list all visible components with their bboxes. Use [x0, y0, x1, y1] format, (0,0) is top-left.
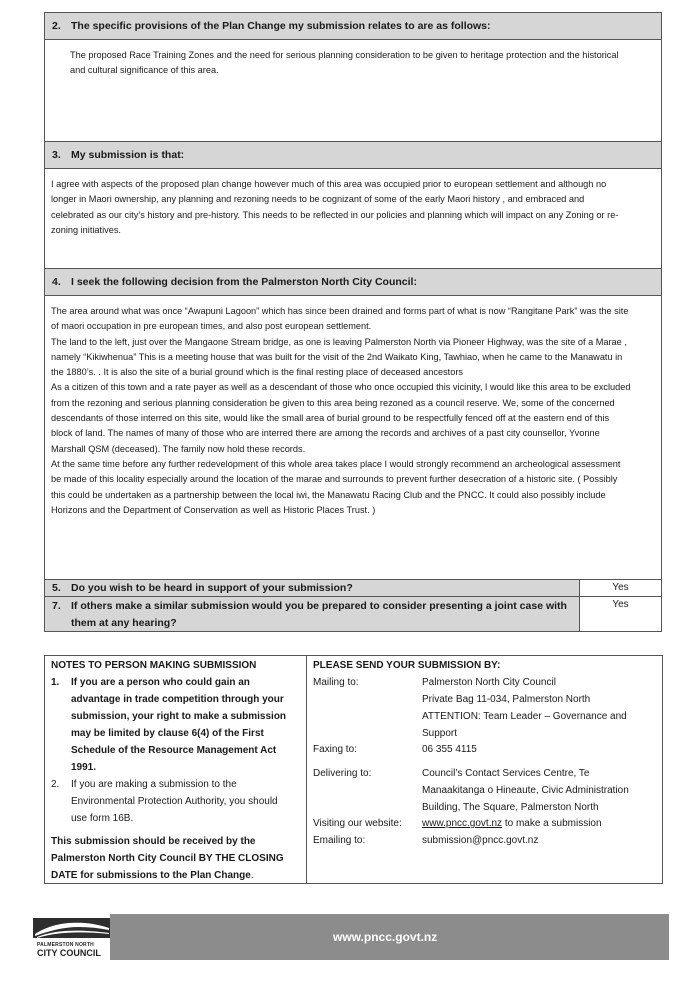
text-line: 1991.: [71, 762, 97, 773]
text-line: Council’s Contact Services Centre, Te: [422, 768, 590, 779]
question-7-text-line2: them at any hearing?: [71, 617, 177, 629]
question-5-answer-cell: [579, 579, 662, 597]
faxing-number: 06 355 4115: [422, 744, 477, 755]
text-line: and cultural significance of this area.: [70, 65, 219, 76]
notes-column: [51, 657, 303, 884]
text-line: namely “Kikiwhenua” This is a meeting house that was built for the visit of the 2nd Waikato King, Tawhiao, when he came to the Manawatu in: [51, 351, 623, 362]
section-2-title: The specific provisions of the Plan Change my submission relates to are as follows:: [71, 20, 491, 32]
text-line: be made of this locality especially around the location of the marae and surrounds to prevent further desecration of a historic site. ( Possibly: [51, 474, 618, 485]
question-5-row: [44, 579, 662, 597]
question-7-number: 7.: [52, 600, 61, 612]
logo-line-2: CITY COUNCIL: [37, 948, 101, 958]
question-7-answer: Yes: [612, 599, 629, 610]
website-tail: to make a submission: [502, 818, 602, 829]
question-5-answer: Yes: [612, 582, 629, 593]
notes-heading: NOTES TO PERSON MAKING SUBMISSION: [51, 660, 257, 671]
text-line: longer in Maori ownership, any planning and rezoning needs to be cognizant of some of the early Maori history , and embraced and: [51, 194, 585, 205]
text-line: zoning initiatives.: [51, 224, 121, 235]
text-line: Horizons and the Department of Conservation as well as Historic Places Trust. ): [51, 504, 376, 515]
send-heading: PLEASE SEND YOUR SUBMISSION BY:: [313, 660, 501, 671]
text-line: Marshall QSM (deceased). The family now hold these records.: [51, 443, 306, 454]
text-line: I agree with aspects of the proposed plan change however much of this area was occupied prior to european settlement and although no: [51, 179, 607, 189]
text-line: Schedule of the Resource Management Act: [71, 745, 277, 756]
text-line: Private Bag 11-034, Palmerston North: [422, 694, 591, 705]
text-line: of maori occupation in pre european times, and also post european settlement.: [51, 321, 372, 332]
section-3-number: 3.: [52, 149, 61, 161]
text-line: Support: [422, 728, 458, 739]
text-line: Manaakitanga o Hineaute, Civic Administration: [422, 785, 629, 796]
footer-bar: [33, 914, 669, 960]
section-2-header: [44, 12, 662, 40]
question-5-text: Do you wish to be heard in support of your submission?: [71, 582, 353, 594]
footer-website[interactable]: www.pncc.govt.nz: [333, 930, 438, 944]
text-line: submission, your right to make a submission: [71, 711, 287, 722]
faxing-label: Faxing to:: [313, 744, 357, 755]
text-line: If you are a person who could gain an: [71, 677, 250, 688]
text-line: may be limited by clause 6(4) of the First: [71, 728, 264, 739]
text-line: from the rezoning and serious planning consideration be given to this area being rezoned as a council reserve. We, some of the concerned: [51, 397, 615, 408]
mailing-address: [422, 674, 627, 742]
text-line: The area around what was once “Awapuni Lagoon” which has since been drained and forms part of what is now “Rangitane Park” was the site: [51, 306, 629, 316]
closing-date-text: DATE for submissions to the Plan Change: [51, 870, 251, 881]
question-5-number: 5.: [52, 582, 61, 594]
text-line: Building, The Square, Palmerston North: [422, 802, 599, 813]
text-line: advantage in trade competition through your: [71, 694, 284, 705]
section-4-text: [51, 304, 630, 518]
text-line: At the same time before any further redevelopment of this whole area takes place I would strongly recommend an archeological assessment: [51, 458, 621, 469]
email-address[interactable]: submission@pncc.govt.nz: [422, 835, 539, 846]
text-line: this could be undertaken as a partnership between the local iwi, the Manawatu Racing Club and the PNCC. It could also possibly include: [51, 489, 606, 500]
website-label: Visiting our website:: [313, 818, 402, 829]
section-4-number: 4.: [52, 276, 61, 288]
text-line: As a citizen of this town and a rate payer as well as a descendant of those who once occupied this vicinity, I would like this area to be excluded: [51, 382, 631, 393]
section-3-title: My submission is that:: [71, 149, 185, 161]
logo-line-1: PALMERSTON NORTH: [37, 942, 94, 948]
text-line: Palmerston North City Council: [422, 677, 556, 688]
email-label: Emailing to:: [313, 835, 366, 846]
question-7-row: [44, 596, 662, 632]
delivering-address: [422, 765, 629, 816]
closing-date-tail: .: [250, 870, 254, 881]
section-3-text: [51, 177, 618, 238]
text-line: the 1880’s. . It is also the site of a burial ground which is the final resting place of deceased ancestors: [51, 367, 463, 378]
council-logo: [33, 914, 113, 960]
text-line: Environmental Protection Authority, you should: [71, 796, 278, 807]
text-line: The land to the left, just over the Mangaone Stream bridge, as one is leaving Palmerston North via Pioneer Highway, was the site of a Marae ,: [51, 336, 627, 347]
text-line: [51, 867, 303, 884]
mailing-label: Mailing to:: [313, 677, 359, 688]
note-item-1: [51, 674, 303, 776]
section-3-header: [44, 141, 662, 169]
send-column: [313, 657, 658, 674]
section-4-header: [44, 268, 662, 296]
question-7-answer-cell: [579, 596, 662, 632]
note-item-1-number: 1.: [51, 677, 60, 688]
section-2-number: 2.: [52, 20, 61, 32]
text-line: If you are making a submission to the: [71, 779, 237, 790]
website-line: [422, 815, 602, 832]
text-line: ATTENTION: Team Leader – Governance and: [422, 711, 627, 722]
question-7-text-line1: If others make a similar submission would you be prepared to consider presenting a joint case with: [71, 600, 567, 612]
section-4-title: I seek the following decision from the Palmerston North City Council:: [71, 276, 417, 288]
text-line: The proposed Race Training Zones and the need for serious planning consideration to be given to heritage protection and the historical: [70, 50, 619, 60]
text-line: This submission should be received by the: [51, 836, 256, 847]
section-2-text: [70, 48, 619, 79]
notes-divider: [306, 655, 307, 884]
text-line: Palmerston North City Council BY THE CLOSING: [51, 853, 284, 864]
text-line: descendants of those interred on this site, would like the small area of burial ground to be respectfully fenced off at the eastern end of this: [51, 413, 610, 424]
note-item-2-number: 2.: [51, 779, 60, 790]
text-line: use form 16B.: [71, 813, 134, 824]
closing-date-notice: [51, 833, 303, 884]
note-item-2: [51, 776, 303, 827]
text-line: celebrated as our city’s history and pre-history. This needs to be reflected in our policies and planning which will impact on any Zoning or re-: [51, 209, 619, 220]
logo-mark-icon: [33, 914, 110, 942]
website-link[interactable]: www.pncc.govt.nz: [422, 818, 503, 829]
text-line: block of land. The names of many of those who are interred there are among the records and archives of a past city counsellor, Yvonne: [51, 428, 600, 439]
delivering-label: Delivering to:: [313, 768, 372, 779]
